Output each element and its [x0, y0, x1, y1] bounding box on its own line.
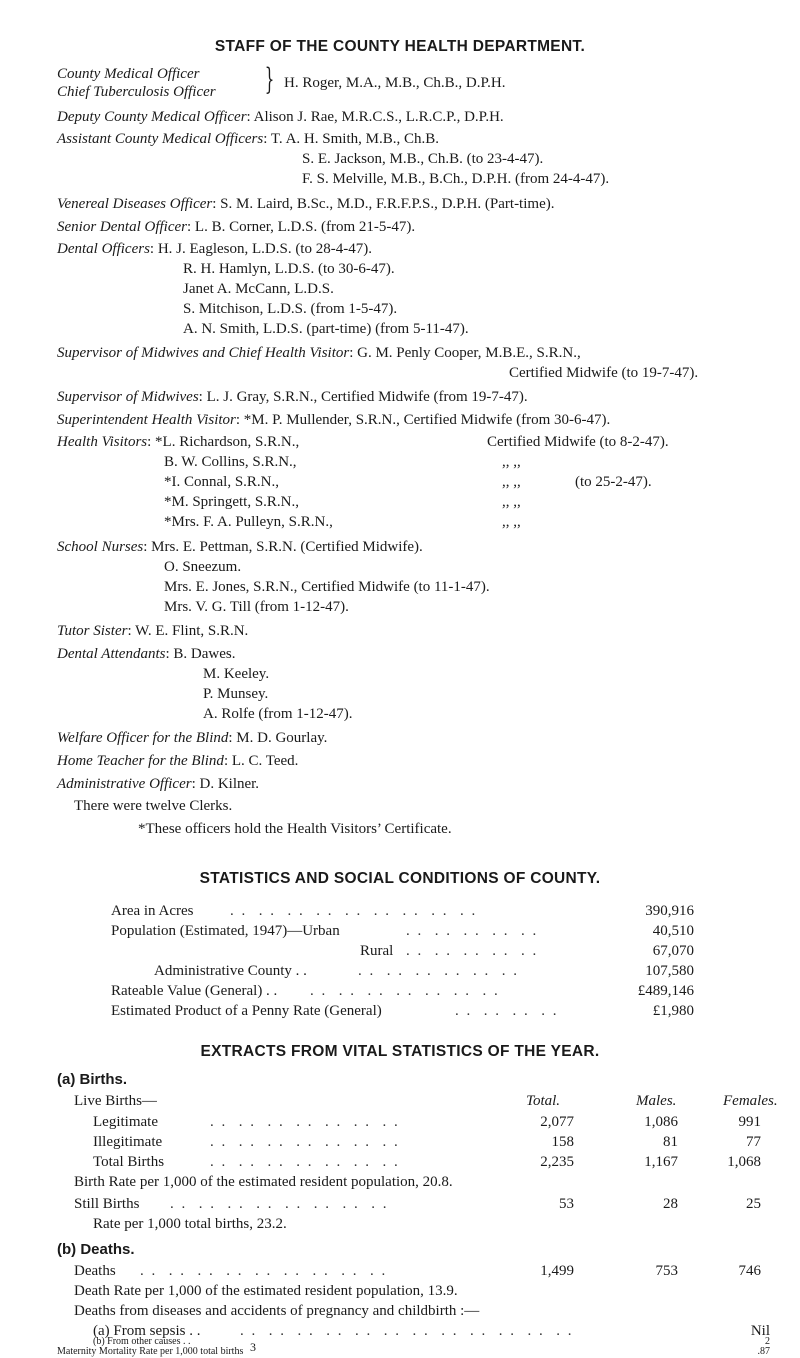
dental-officer-2: R. H. Hamlyn, L.D.S. (to 30-6-47).	[183, 261, 395, 277]
illegit-total: 158	[551, 1134, 574, 1150]
hv-4-ditto: ,, ,,	[502, 494, 521, 510]
still-births-label: Still Births	[74, 1196, 140, 1212]
deaths-heading: (b) Deaths.	[57, 1241, 135, 1258]
stat-value: 390,916	[645, 903, 694, 919]
stat-value: 107,580	[645, 963, 694, 979]
still-females: 25	[746, 1196, 761, 1212]
vital-heading: EXTRACTS FROM VITAL STATISTICS OF THE YEAR.	[200, 1043, 600, 1060]
stat-label: Rural	[360, 943, 394, 959]
vd-line: Venereal Diseases Officer: S. M. Laird, B.Sc., M.D., F.R.F.P.S., D.P.H. (Part-time).	[57, 196, 555, 212]
hv-1-right: Certified Midwife (to 8-2-47).	[487, 434, 669, 450]
col-females: Females.	[723, 1093, 778, 1109]
col-total: Total.	[526, 1093, 561, 1109]
live-births-label: Live Births—	[74, 1093, 157, 1109]
stat-label: Rateable Value (General) . .	[111, 983, 278, 999]
stat-value: £1,980	[652, 1003, 694, 1019]
hv-4: *M. Springett, S.R.N.,	[164, 494, 300, 510]
hv-2: B. W. Collins, S.R.N.,	[164, 454, 297, 470]
leader-dots: . . . . . . . . . . . .	[358, 963, 519, 979]
stat-label: Administrative County . .	[154, 963, 307, 979]
senior-dental-line: Senior Dental Officer: L. B. Corner, L.D.S. (from 21-5-47).	[57, 219, 416, 235]
total-females: 1,068	[727, 1154, 761, 1170]
leader-dots: . . . . . . . . . . . . . . . . . .	[230, 903, 478, 919]
dental-attendant-3: P. Munsey.	[203, 686, 269, 702]
illegitimate-label: Illegitimate	[93, 1134, 163, 1150]
hv-5-ditto: ,, ,,	[502, 514, 521, 530]
deputy-line: Deputy County Medical Officer: Alison J. Rae, M.R.C.S., L.R.C.P., D.P.H.	[57, 109, 504, 125]
tutor-sister-line: Tutor Sister: W. E. Flint, S.R.N.	[57, 623, 249, 639]
maternity-rate-label: Maternity Mortality Rate per 1,000 total births	[57, 1346, 244, 1357]
illegit-females: 77	[746, 1134, 761, 1150]
legit-females: 991	[738, 1114, 761, 1130]
cmo-title-1: County Medical Officer	[57, 66, 200, 82]
hv-3: *I. Connal, S.R.N.,	[164, 474, 280, 490]
assistant-3: F. S. Melville, M.B., B.Ch., D.P.H. (from 24-4-47).	[302, 171, 610, 187]
illegit-males: 81	[663, 1134, 678, 1150]
clerks-line: There were twelve Clerks.	[74, 798, 233, 814]
death-rate: Death Rate per 1,000 of the estimated resident population, 13.9.	[74, 1283, 458, 1299]
other-causes-label: (b) From other causes . .	[93, 1336, 191, 1347]
other-causes-value: 2	[765, 1336, 770, 1347]
leader-dots: . . . . . . . . . . . . . .	[210, 1114, 400, 1130]
deaths-males: 753	[655, 1263, 678, 1279]
brace-icon: }	[264, 62, 275, 97]
dental-attendants-line: Dental Attendants: B. Dawes.	[57, 646, 236, 662]
leader-dots: . . . . . . . . . . . . . . . . . . . . . . . .	[240, 1323, 574, 1339]
births-heading: (a) Births.	[57, 1071, 128, 1088]
school-nurse-2: O. Sneezum.	[164, 559, 242, 575]
dental-attendant-4: A. Rolfe (from 1-12-47).	[203, 706, 353, 722]
leader-dots: . . . . . . . . . . . . . .	[210, 1154, 400, 1170]
total-total: 2,235	[540, 1154, 574, 1170]
leader-dots: . . . . . . . . . . . . . . . .	[170, 1196, 389, 1212]
still-males: 28	[663, 1196, 678, 1212]
stat-label: Population (Estimated, 1947)—Urban	[111, 923, 340, 939]
deaths-total: 1,499	[540, 1263, 574, 1279]
col-males: Males.	[636, 1093, 677, 1109]
supervisor-chv-line: Supervisor of Midwives and Chief Health Visitor: G. M. Penly Cooper, M.B.E., S.R.N.,	[57, 345, 581, 361]
leader-dots: . . . . . . . . . . . . . . . . . .	[140, 1263, 388, 1279]
stat-value: 40,510	[652, 923, 694, 939]
legitimate-label: Legitimate	[93, 1114, 158, 1130]
deaths-label: Deaths	[74, 1263, 116, 1279]
health-visitors-line: Health Visitors: *L. Richardson, S.R.N.,	[57, 434, 300, 450]
hv-2-ditto: ,, ,,	[502, 454, 521, 470]
birth-rate: Birth Rate per 1,000 of the estimated resident population, 20.8.	[74, 1174, 453, 1190]
page-number: 3	[250, 1340, 256, 1354]
still-rate: Rate per 1,000 total births, 23.2.	[93, 1216, 287, 1232]
admin-officer-line: Administrative Officer: D. Kilner.	[57, 776, 260, 792]
dental-officer-5: A. N. Smith, L.D.S. (part-time) (from 5-11-47).	[183, 321, 469, 337]
school-nurses-line: School Nurses: Mrs. E. Pettman, S.R.N. (Certified Midwife).	[57, 539, 423, 555]
school-nurse-4: Mrs. V. G. Till (from 1-12-47).	[164, 599, 349, 615]
legit-males: 1,086	[644, 1114, 678, 1130]
stat-label: Area in Acres	[111, 903, 194, 919]
sepsis-value: Nil	[750, 1323, 770, 1339]
deaths-females: 746	[738, 1263, 761, 1279]
welfare-officer-line: Welfare Officer for the Blind: M. D. Gourlay.	[57, 730, 328, 746]
stat-label: Estimated Product of a Penny Rate (General)	[111, 1003, 382, 1019]
hv-5: *Mrs. F. A. Pulleyn, S.R.N.,	[164, 514, 333, 530]
leader-dots: . . . . . . . . . .	[406, 923, 539, 939]
still-total: 53	[559, 1196, 574, 1212]
leader-dots: . . . . . . . .	[455, 1003, 559, 1019]
sepsis-label: (a) From sepsis . .	[93, 1323, 201, 1339]
leader-dots: . . . . . . . . . . . . . .	[310, 983, 500, 999]
hv-3-ditto: ,, ,,	[502, 474, 521, 490]
hv-3-note: (to 25-2-47).	[575, 474, 652, 490]
total-males: 1,167	[644, 1154, 678, 1170]
cmo-title-2: Chief Tuberculosis Officer	[57, 84, 216, 100]
cmo-name: H. Roger, M.A., M.B., Ch.B., D.P.H.	[284, 75, 506, 91]
assistant-2: S. E. Jackson, M.B., Ch.B. (to 23-4-47).	[302, 151, 544, 167]
supervisor-chv-cont: Certified Midwife (to 19-7-47).	[509, 365, 699, 381]
dental-officer-3: Janet A. McCann, L.D.S.	[183, 281, 334, 297]
maternity-rate-value: .87	[757, 1346, 770, 1357]
dental-officers-line: Dental Officers: H. J. Eagleson, L.D.S. (to 28-4-47).	[57, 241, 372, 257]
dental-officer-4: S. Mitchison, L.D.S. (from 1-5-47).	[183, 301, 398, 317]
stat-value: £489,146	[637, 983, 694, 999]
pregnancy-deaths: Deaths from diseases and accidents of pregnancy and childbirth :—	[74, 1303, 480, 1319]
stat-value: 67,070	[652, 943, 694, 959]
footnote: *These officers hold the Health Visitors’ Certificate.	[138, 821, 452, 837]
assistant-line: Assistant County Medical Officers: T. A. H. Smith, M.B., Ch.B.	[57, 131, 439, 147]
leader-dots: . . . . . . . . . .	[406, 943, 539, 959]
home-teacher-line: Home Teacher for the Blind: L. C. Teed.	[57, 753, 299, 769]
school-nurse-3: Mrs. E. Jones, S.R.N., Certified Midwife (to 11-1-47).	[164, 579, 490, 595]
total-births-label: Total Births	[93, 1154, 165, 1170]
leader-dots: . . . . . . . . . . . . . .	[210, 1134, 400, 1150]
staff-heading: STAFF OF THE COUNTY HEALTH DEPARTMENT.	[214, 38, 586, 55]
legit-total: 2,077	[540, 1114, 574, 1130]
dental-attendant-2: M. Keeley.	[203, 666, 270, 682]
superintendent-hv-line: Superintendent Health Visitor: *M. P. Mullender, S.R.N., Certified Midwife (from 30-6-47).	[57, 412, 611, 428]
stats-heading: STATISTICS AND SOCIAL CONDITIONS OF COUNTY.	[199, 870, 601, 887]
supervisor-midwives-line: Supervisor of Midwives: L. J. Gray, S.R.N., Certified Midwife (from 19-7-47).	[57, 389, 528, 405]
